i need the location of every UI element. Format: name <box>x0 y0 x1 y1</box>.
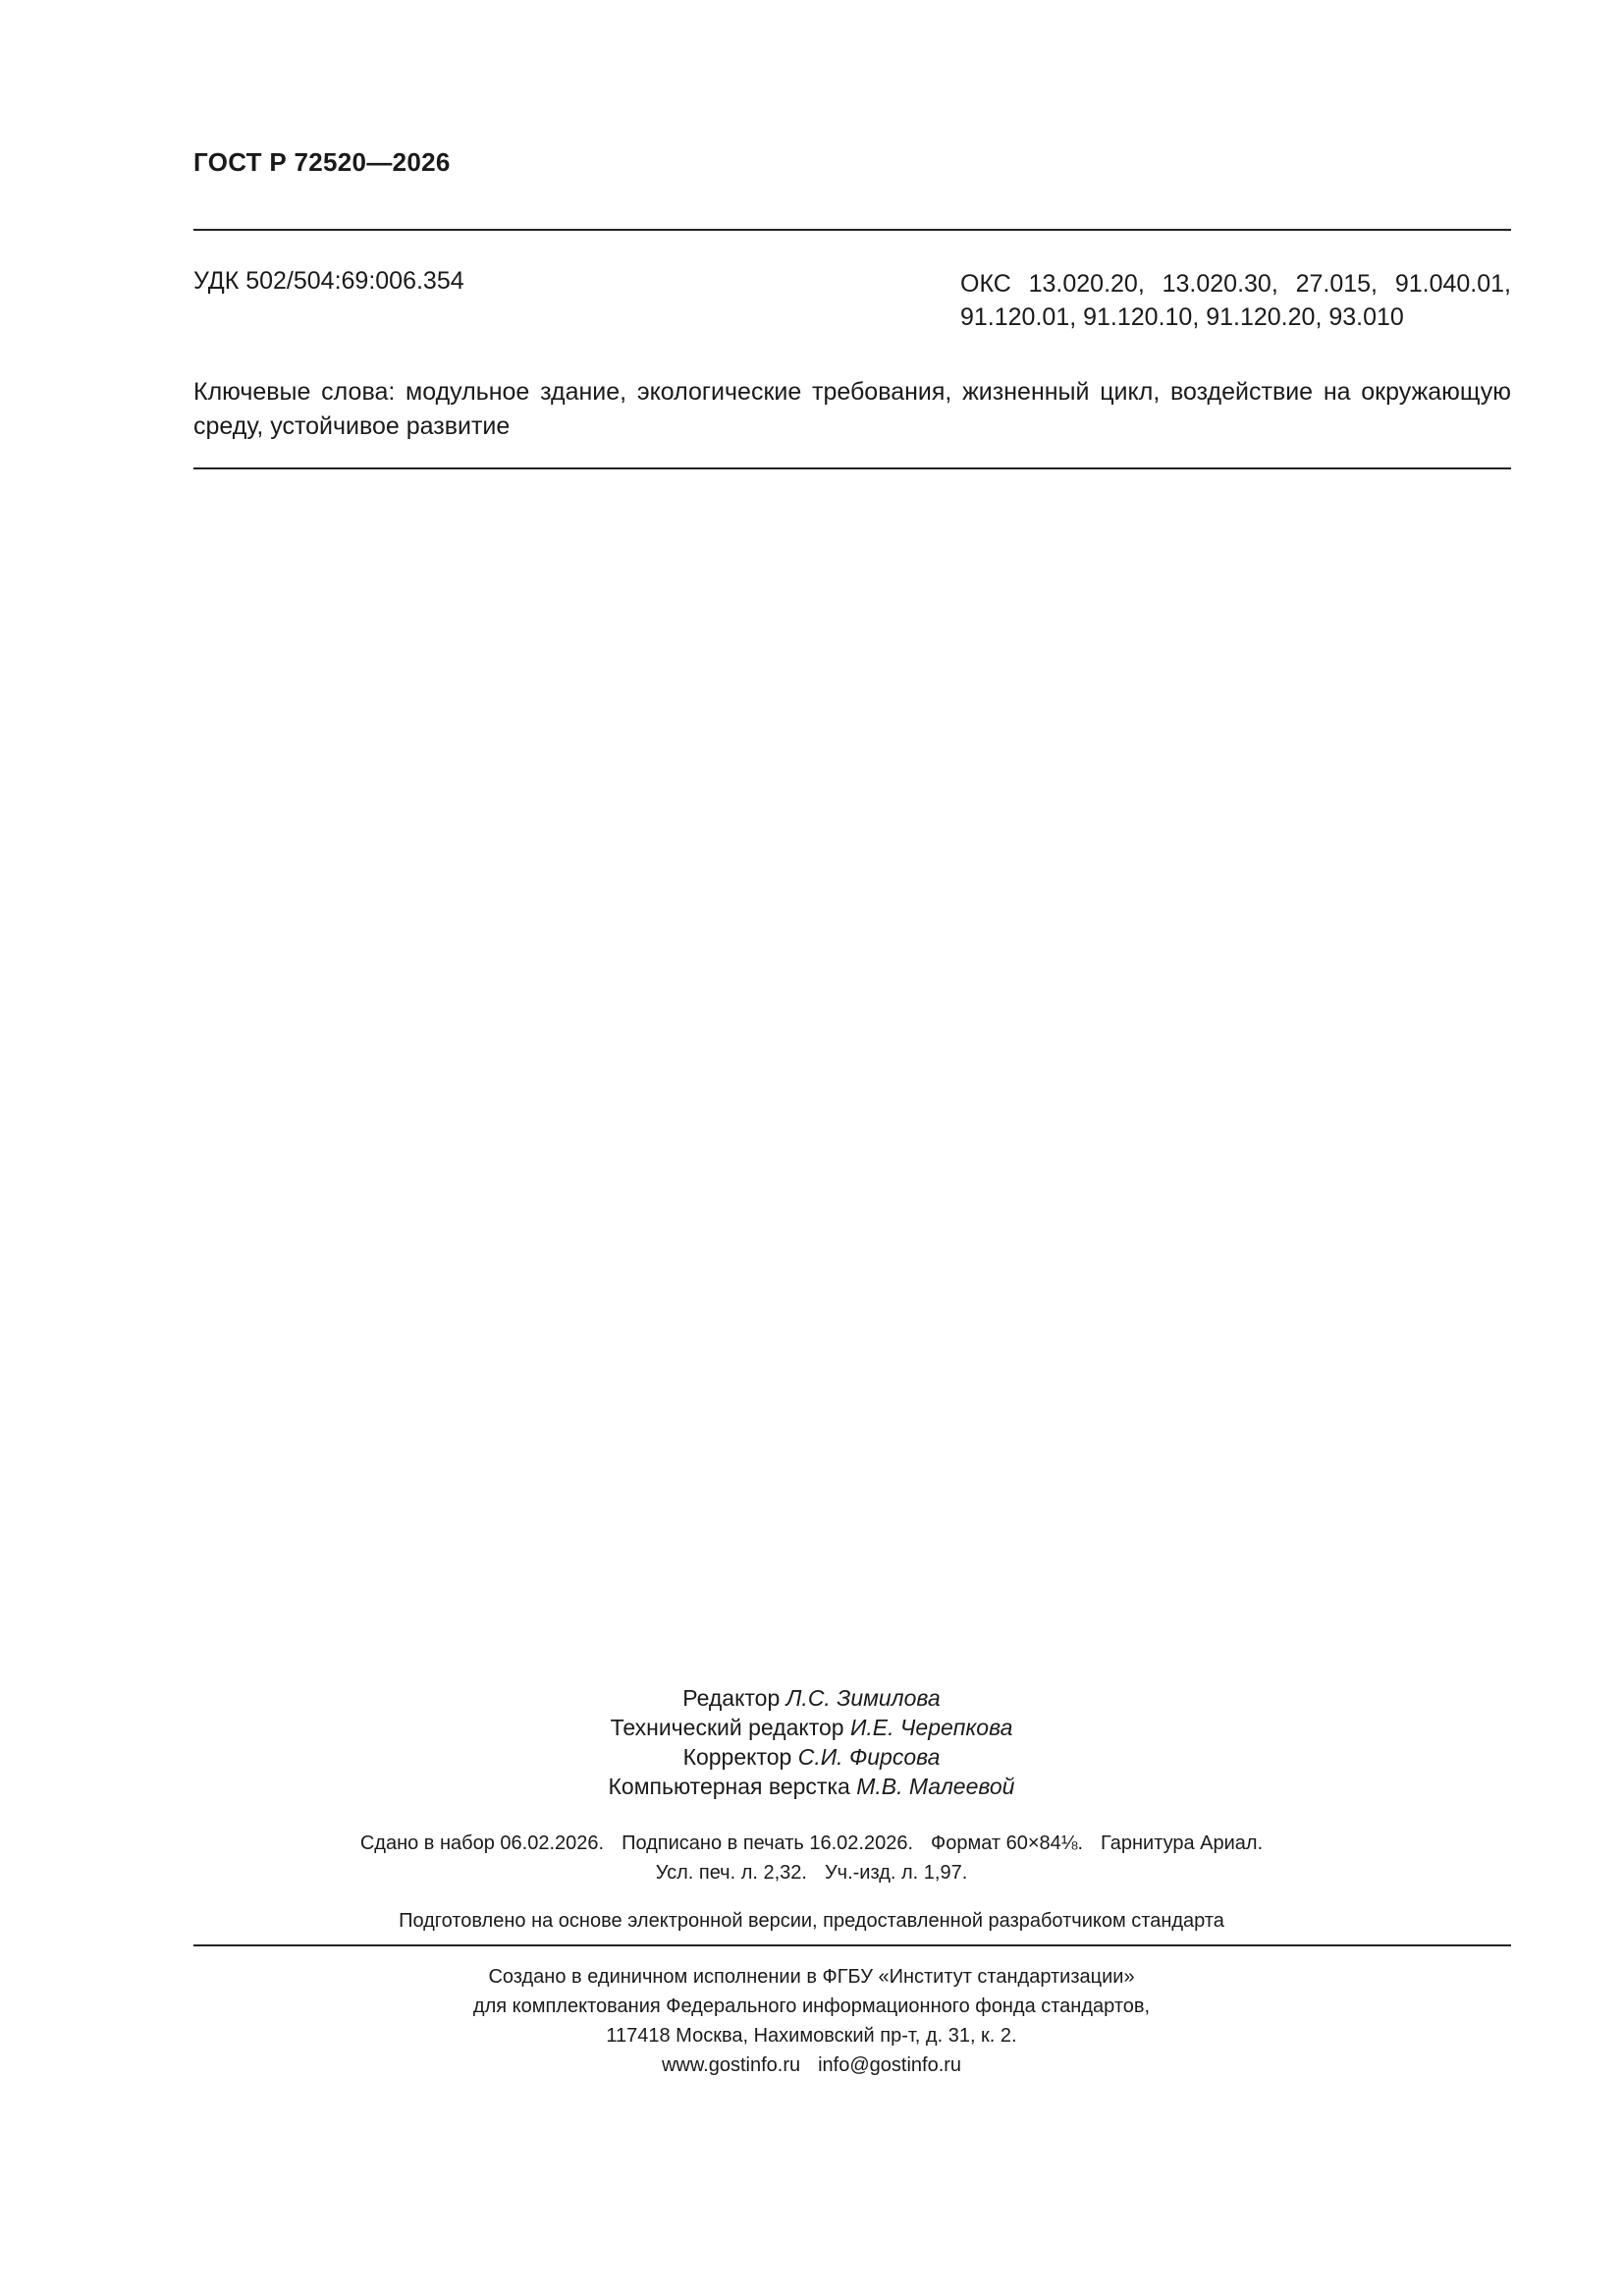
udk-code: УДК 502/504:69:006.354 <box>193 267 464 295</box>
submitted-date: Сдано в набор 06.02.2026. <box>359 1832 605 1854</box>
email-link[interactable]: info@gostinfo.ru <box>818 2054 962 2076</box>
editor-name: Л.С. Зимилова <box>785 1685 941 1711</box>
print-format: Формат 60×84⅛. <box>931 1832 1084 1854</box>
publisher-line-1: Создано в единичном исполнении в ФГБУ «Институт стандартизации» <box>488 1966 1135 1988</box>
publisher-info <box>0 1962 1623 2080</box>
website-link[interactable]: www.gostinfo.ru <box>661 2054 801 2076</box>
oks-line-1: ОКС 13.020.20, 13.020.30, 27.015, 91.040.01, <box>960 270 1511 298</box>
publisher-contacts <box>0 2050 1623 2080</box>
print-line-1 <box>0 1829 1623 1858</box>
oks-line-2: 91.120.01, 91.120.10, 91.120.20, 93.010 <box>960 303 1404 331</box>
corrector-name: С.И. Фирсова <box>797 1744 941 1770</box>
corrector-line <box>0 1742 1623 1772</box>
editor-line <box>0 1683 1623 1713</box>
prepared-note: Подготовлено на основе электронной версии, предоставленной разработчиком стандарта <box>399 1910 1224 1932</box>
printed-sheets: Усл. печ. л. 2,32. <box>655 1862 807 1884</box>
tech-editor-line <box>0 1713 1623 1742</box>
publisher-line-2: для комплектования Федерального информационного фонда стандартов, <box>472 1995 1151 2017</box>
print-line-2 <box>0 1858 1623 1887</box>
layout-line <box>0 1772 1623 1801</box>
publisher-address: 117418 Москва, Нахимовский пр-т, д. 31, к. 2. <box>606 2025 1017 2047</box>
print-details <box>0 1829 1623 1887</box>
layout-name: М.В. Малеевой <box>856 1774 1015 1799</box>
oks-codes <box>960 267 1511 334</box>
divider-keywords <box>193 467 1511 469</box>
divider-top <box>193 229 1511 231</box>
signed-date: Подписано в печать 16.02.2026. <box>622 1832 914 1854</box>
tech-editor-label: Технический редактор <box>610 1715 844 1740</box>
keywords: Ключевые слова: модульное здание, экологические требования, жизненный цикл, воздействие на окружающую среду, устойчивое развитие <box>193 378 1511 440</box>
divider-publisher <box>193 1944 1511 1946</box>
publishing-sheets: Уч.-изд. л. 1,97. <box>824 1862 968 1884</box>
document-designation: ГОСТ Р 72520—2026 <box>193 147 451 177</box>
layout-label: Компьютерная верстка <box>608 1774 850 1799</box>
typeface: Гарнитура Ариал. <box>1101 1832 1264 1854</box>
editorial-staff <box>0 1683 1623 1801</box>
corrector-label: Корректор <box>682 1744 792 1770</box>
editor-label: Редактор <box>682 1685 781 1711</box>
tech-editor-name: И.Е. Черепкова <box>849 1715 1013 1740</box>
